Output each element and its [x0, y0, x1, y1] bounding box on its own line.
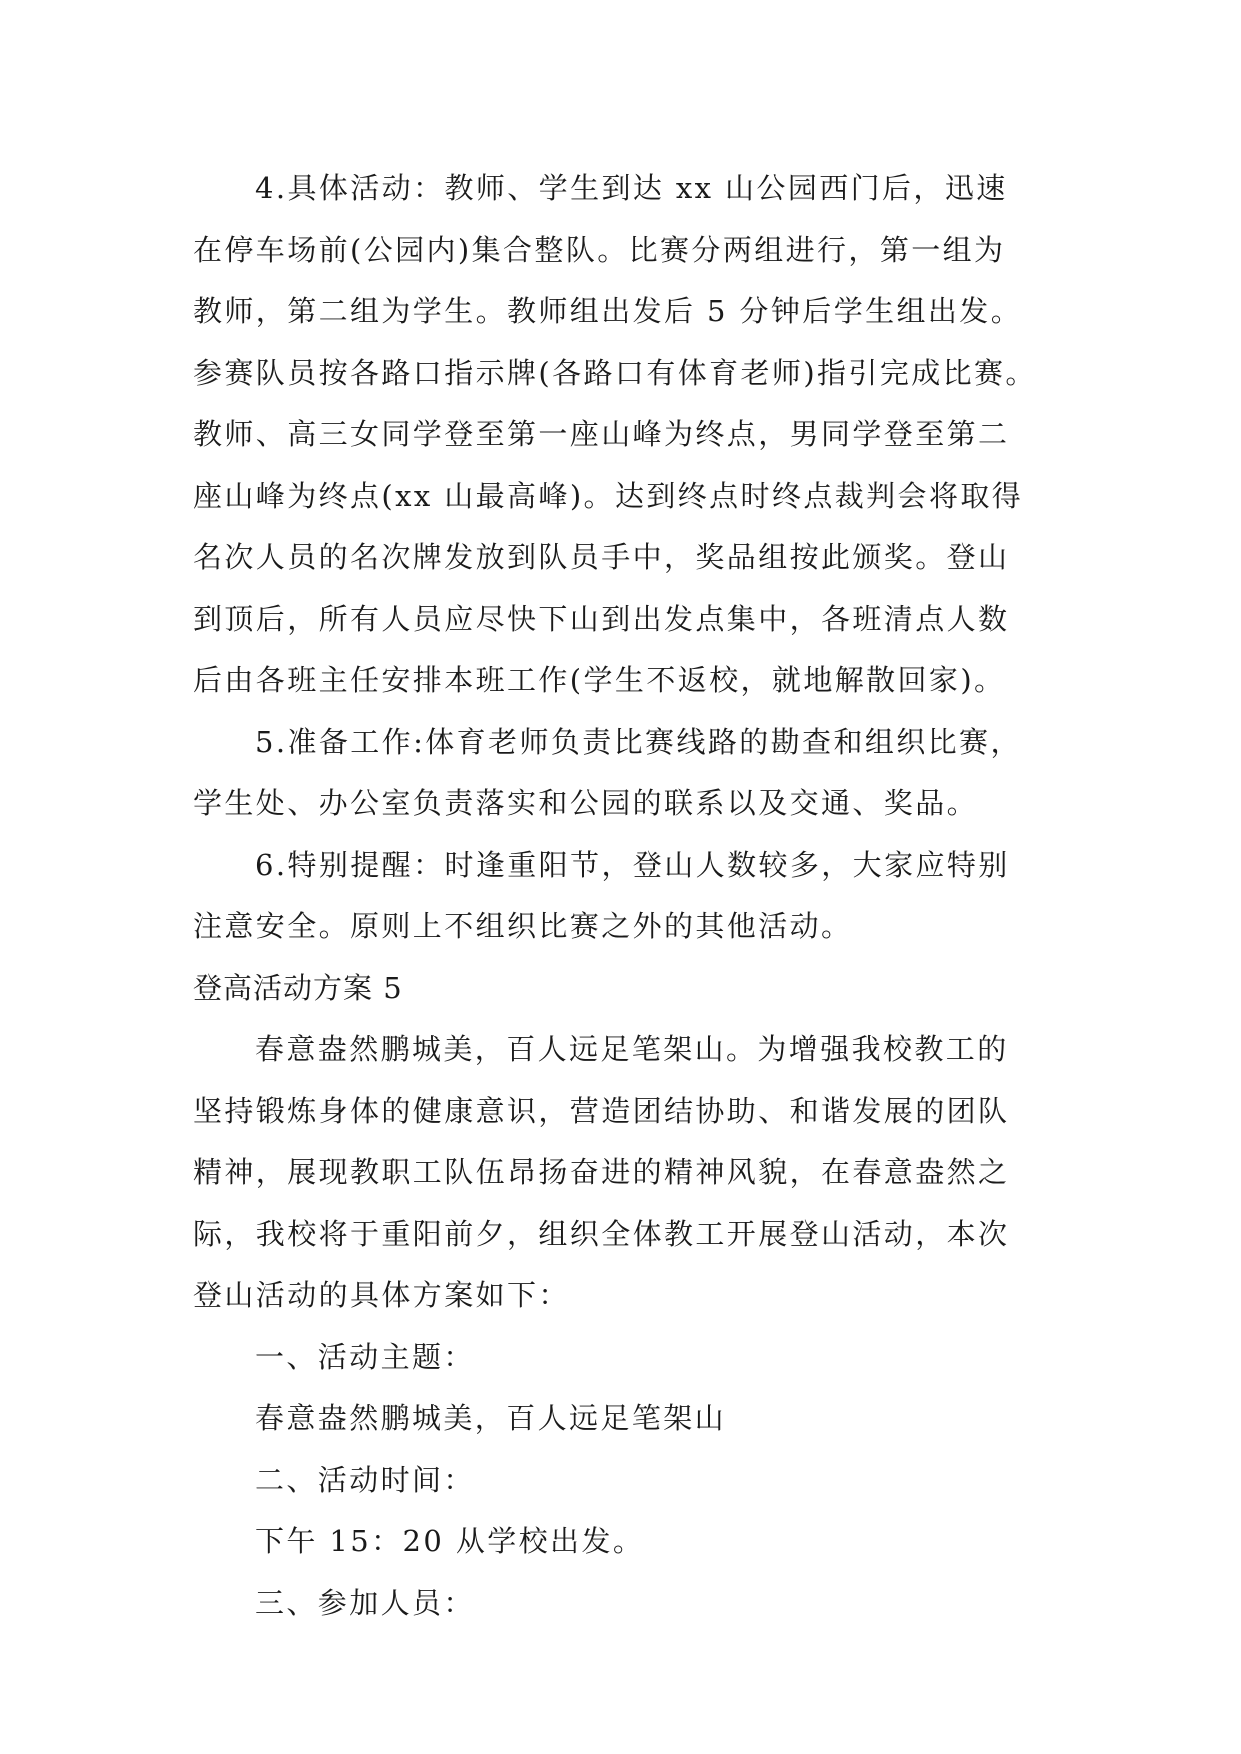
text-line: 后由各班主任安排本班工作(学生不返校，就地解散回家)。: [193, 663, 1006, 697]
text-line: 在停车场前(公园内)集合整队。比赛分两组进行，第一组为: [193, 232, 1006, 267]
theme-text: 春意盎然鹏城美，百人远足笔架山: [255, 1401, 727, 1435]
section-6-paragraph: [193, 835, 1063, 958]
text-line: 际，我校将于重阳前夕，组织全体教工开展登山活动，本次: [193, 1216, 1010, 1251]
text-line: 参赛队员按各路口指示牌(各路口有体育老师)指引完成比赛。: [193, 355, 1037, 390]
text-line: 学生处、办公室负责落实和公园的联系以及交通、奖品。: [193, 786, 979, 820]
intro-paragraph: [193, 1019, 1063, 1327]
text-line: 精神，展现教职工队伍昂扬奋进的精神风貌，在春意盎然之: [193, 1155, 1010, 1189]
text-line: 春意盎然鹏城美，百人远足笔架山。为增强我校教工的: [255, 1032, 1009, 1066]
section-4-paragraph: [193, 158, 1063, 712]
text-line: 名次人员的名次牌发放到队员手中，奖品组按此颁奖。登山: [193, 540, 1010, 574]
text-line: 6.特别提醒：时逢重阳节，登山人数较多，大家应特别: [255, 847, 1010, 882]
section-5-paragraph: [193, 712, 1063, 835]
text-line: 5.准备工作:体育老师负责比赛线路的勘查和组织比赛，: [255, 724, 1022, 759]
text-line: 注意安全。原则上不组织比赛之外的其他活动。: [193, 909, 853, 943]
plan-title: 登高活动方案 5: [193, 970, 403, 1005]
text-line: 教师、高三女同学登至第一座山峰为终点，男同学登至第二: [193, 417, 1010, 451]
text-line: 教师，第二组为学生。教师组出发后 5 分钟后学生组出发。: [193, 294, 1023, 328]
theme-heading: 一、活动主题：: [255, 1339, 475, 1374]
text-line: 座山峰为终点(xx 山最高峰)。达到终点时终点裁判会将取得: [193, 478, 1024, 513]
text-line: 到顶后，所有人员应尽快下山到出发点集中，各班清点人数: [193, 601, 1010, 636]
participants-heading: 三、参加人员：: [255, 1585, 475, 1620]
text-line: 登山活动的具体方案如下：: [193, 1278, 570, 1312]
document-body: [193, 158, 1063, 1634]
text-line: 4.具体活动：教师、学生到达 xx 山公园西门后，迅速: [255, 171, 1008, 205]
time-text: 下午 15：20 从学校出发。: [255, 1524, 645, 1558]
time-heading: 二、活动时间：: [255, 1462, 475, 1497]
text-line: 坚持锻炼身体的健康意识，营造团结协助、和谐发展的团队: [193, 1093, 1010, 1128]
